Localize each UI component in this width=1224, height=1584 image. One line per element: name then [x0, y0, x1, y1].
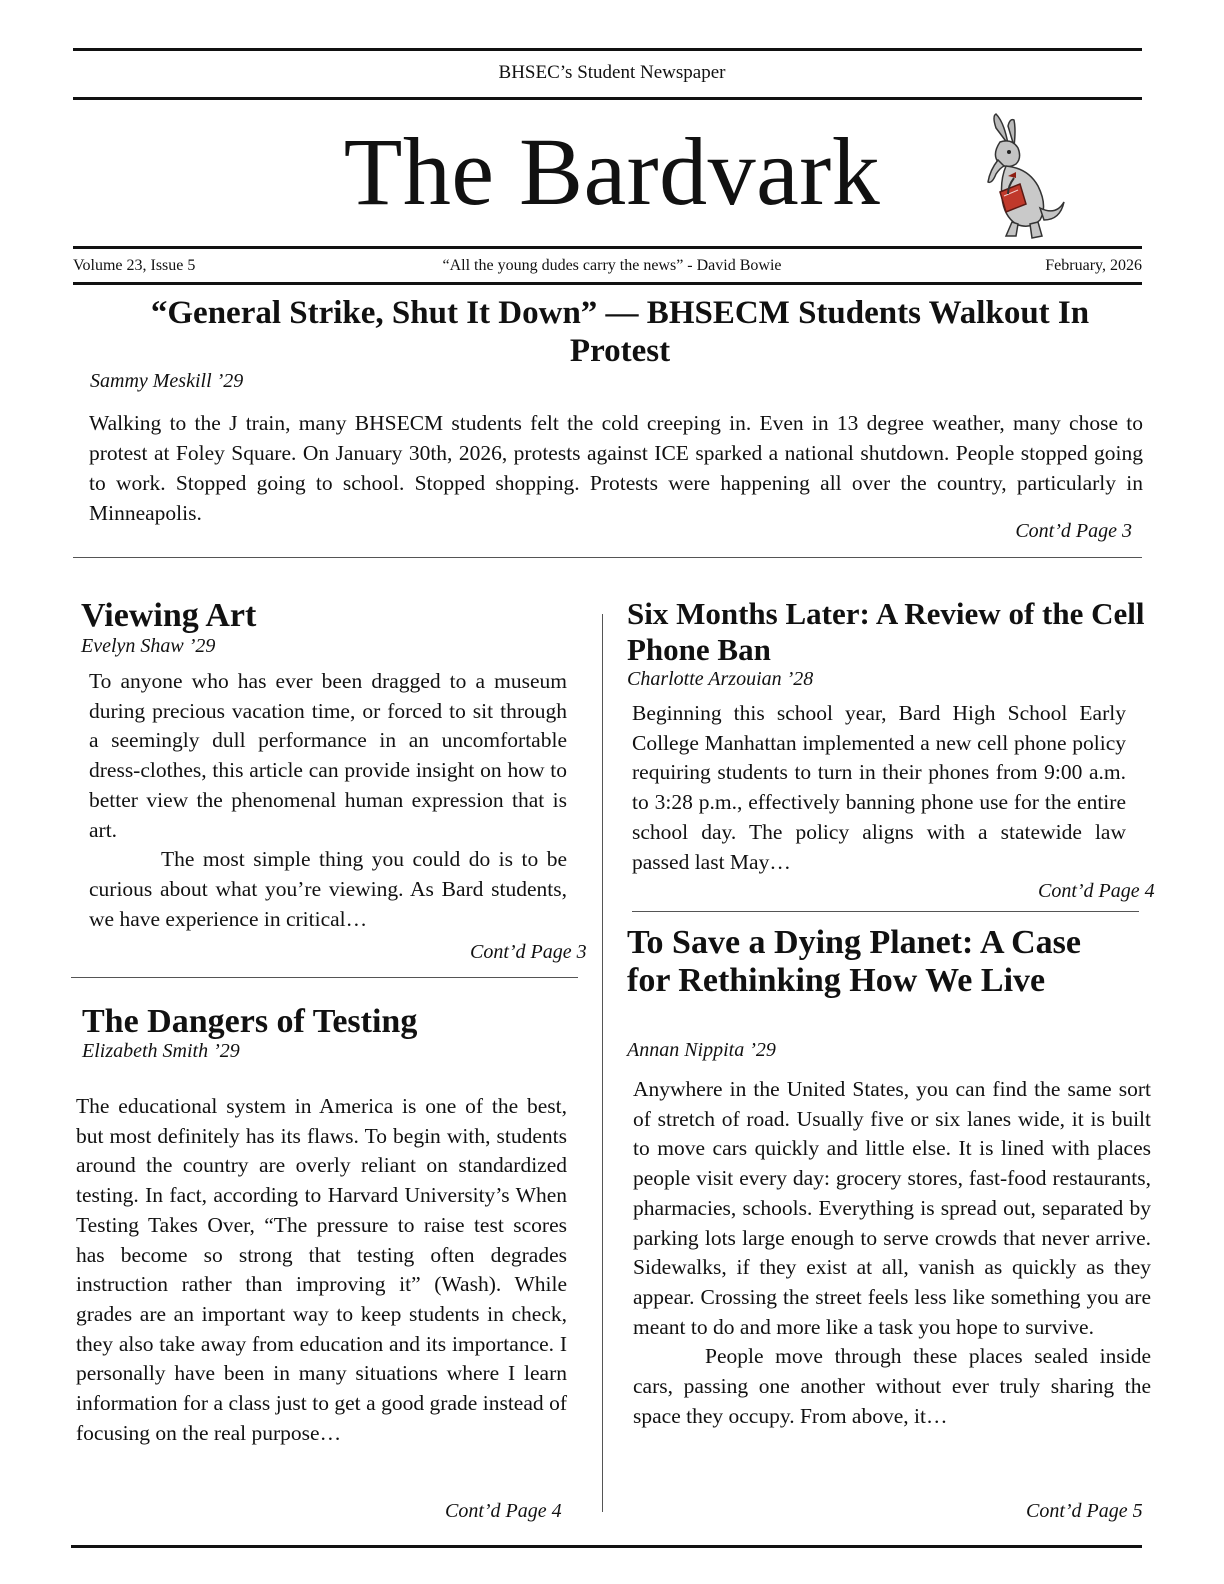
- lead-story-body: Walking to the J train, many BHSECM students felt the cold creeping in. Even in 13 degree weather, many chose to protest at Foley Square. On January 30th, 2026, protests against ICE sparked a national shutdown. People stopped going to work. Stopped going to school. Stopped shopping. Protests were happening all over the country, particularly in Minneapolis.: [89, 411, 1143, 525]
- lead-story-headline: “General Strike, Shut It Down” — BHSECM Students Walkout In Protest: [150, 295, 1090, 369]
- cell-phone-ban-headline: Six Months Later: A Review of the Cell Phone Ban: [627, 596, 1145, 667]
- infobar-top-rule: [73, 246, 1142, 249]
- dying-planet-paragraph-1: Anywhere in the United States, you can find the same sort of stretch of road. Usually five or six lanes wide, it is built to move cars quickly and little else. It is lined with places people visit every day: grocery stores, fast-food restaurants, pharmacies, schools. Everything is spread out, separated by parking lots large enough to serve crowds that never arrive. Sidewalks, if they exist at all, vanish as quickly as they appear. Crossing the street feels less like something you are meant to do and more like a task you hope to survive.: [633, 1077, 1151, 1339]
- viewing-art-paragraph-1: To anyone who has ever been dragged to a museum during precious vacation time, or forced to sit through a seemingly dull performance in an uncomfortable dress-clothes, this article can provide insight on how to better view the phenomenal human expression that is art.: [89, 669, 567, 842]
- cell-phone-ban-byline: Charlotte Arzouian ’28: [627, 668, 814, 690]
- cell-phone-ban-rule: [632, 911, 1139, 912]
- bottom-rule: [71, 1545, 1142, 1548]
- tagline-rule: [73, 97, 1142, 100]
- volume-issue: Volume 23, Issue 5: [73, 257, 196, 274]
- aardvark-reading-book-icon: [978, 112, 1070, 240]
- dangers-of-testing-body: The educational system in America is one of the best, but most definitely has its flaws. To begin with, students around the country are overly reliant on standardized testing. In fact, according to Harvard University’s When Testing Takes Over, “The pressure to raise test scores has become so strong that testing often degrades instruction rather than improving it” (Wash). While grades are an important way to keep students in check, they also take away from education and its importance. I personally have been in many situations where I learn information for a class just to get a good grade instead of focusing on the real purpose…: [76, 1094, 567, 1445]
- viewing-art-headline: Viewing Art: [81, 597, 257, 634]
- issue-date: February, 2026: [1045, 257, 1142, 274]
- dying-planet-paragraph-2: People move through these places sealed inside cars, passing one another without ever truly sharing the space they occupy. From above, it…: [633, 1344, 1151, 1428]
- viewing-art-body: [89, 667, 567, 934]
- column-divider: [602, 614, 603, 1512]
- newspaper-title: The Bardvark: [343, 118, 881, 225]
- masthead-quote: “All the young dudes carry the news” - David Bowie: [442, 257, 782, 274]
- viewing-art-paragraph-2: The most simple thing you could do is to be curious about what you’re viewing. As Bard students, we have experience in critical…: [89, 847, 567, 931]
- dying-planet-byline: Annan Nippita ’29: [627, 1039, 776, 1061]
- newspaper-tagline: BHSEC’s Student Newspaper: [498, 62, 726, 83]
- dying-planet-continued: Cont’d Page 5: [1026, 1500, 1143, 1522]
- viewing-art-rule: [71, 977, 578, 978]
- viewing-art-byline: Evelyn Shaw ’29: [81, 635, 216, 657]
- dangers-of-testing-headline: The Dangers of Testing: [82, 1003, 418, 1040]
- cell-phone-ban-body: Beginning this school year, Bard High School Early College Manhattan implemented a new cell phone policy requiring students to turn in their phones from 9:00 a.m. to 3:28 p.m., effectively banning phone use for the entire school day. The policy aligns with a statewide law passed last May…: [632, 701, 1126, 874]
- dangers-of-testing-byline: Elizabeth Smith ’29: [82, 1040, 240, 1062]
- lead-story-rule: [73, 557, 1142, 558]
- cell-phone-ban-continued: Cont’d Page 4: [1038, 880, 1155, 902]
- dying-planet-body: [633, 1075, 1151, 1431]
- dangers-of-testing-continued: Cont’d Page 4: [445, 1500, 562, 1522]
- infobar-bottom-rule: [73, 282, 1142, 285]
- viewing-art-continued: Cont’d Page 3: [470, 941, 587, 963]
- top-rule: [73, 48, 1142, 51]
- lead-story-byline: Sammy Meskill ’29: [90, 370, 244, 392]
- lead-story-continued: Cont’d Page 3: [1015, 520, 1132, 542]
- dying-planet-headline: To Save a Dying Planet: A Case for Rethinking How We Live: [627, 924, 1082, 999]
